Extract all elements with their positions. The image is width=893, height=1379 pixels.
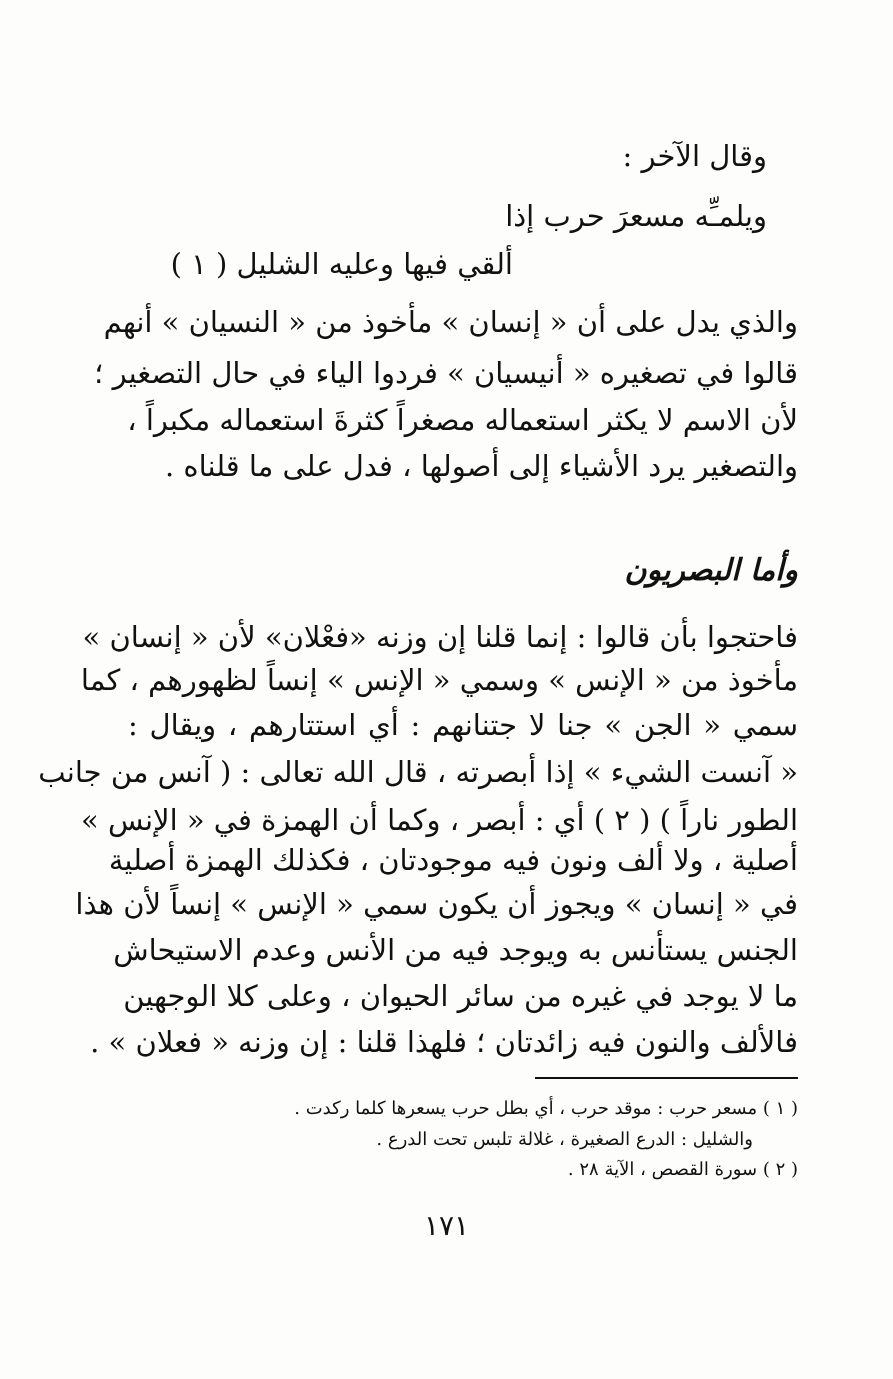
paragraph2-line-7: في « إنسان » ويجوز أن يكون سمي « الإنس » إنساً لأن هذا (75, 887, 798, 921)
paragraph2-line-5: الطور ناراً ) ( ٢ ) أي : أبصر ، وكما أن الهمزة في « الإنس » (81, 803, 798, 837)
footnote-2: ( ٢ ) سورة القصص ، الآية ٢٨ . (567, 1159, 798, 1180)
paragraph2-line-6: أصلية ، ولا ألف ونون فيه موجودتان ، فكذلك الهمزة أصلية (108, 843, 798, 877)
paragraph1-line-3: لأن الاسم لا يكثر استعماله مصغراً كثرةَ استعماله مكبراً ، (127, 403, 798, 437)
paragraph1-line-2: قالوا في تصغيره « أنيسيان » فردوا الياء في حال التصغير ؛ (94, 356, 798, 390)
verse-line-1: ويلمـِّه مسعرَ حرب إذا (505, 199, 767, 233)
paragraph2-line-1: فاحتجوا بأن قالوا : إنما قلنا إن وزنه «فعْلان» لأن « إنسان » (82, 620, 798, 654)
footnote-divider (535, 1077, 798, 1079)
page-number: ١٧١ (423, 1209, 470, 1242)
section-heading: وأما البصريون (624, 553, 798, 588)
paragraph2-line-4: « آنست الشيء » إذا أبصرته ، قال الله تعالى : ( آنس من جانب (38, 755, 798, 789)
paragraph1-line-4: والتصغير يرد الأشياء إلى أصولها ، فدل على ما قلناه . (164, 449, 798, 483)
footnote-1-continuation: والشليل : الدرع الصغيرة ، غلالة تلبس تحت الدرع . (376, 1129, 753, 1150)
footnote-1: ( ١ ) مسعر حرب : موقد حرب ، أي بطل حرب يسعرها كلما ركدت . (294, 1098, 798, 1119)
paragraph2-line-8: الجنس يستأنس به ويوجد فيه من الأنس وعدم الاستيحاش (113, 933, 798, 967)
paragraph2-line-10: فالألف والنون فيه زائدتان ؛ فلهذا قلنا : إن وزنه « فعلان » . (90, 1025, 798, 1059)
paragraph2-line-9: ما لا يوجد في غيره من سائر الحيوان ، وعلى كلا الوجهين (123, 979, 798, 1013)
verse-line-2: ألقي فيها وعليه الشليل ( ١ ) (170, 247, 513, 281)
paragraph1-line-1: والذي يدل على أن « إنسان » مأخوذ من « النسيان » أنهم (103, 305, 798, 339)
paragraph2-line-3: سمي « الجن » جنا لا جتنانهم : أي استتارهم ، ويقال : (128, 708, 798, 742)
intro-label: وقال الآخر : (622, 139, 767, 173)
paragraph2-line-2: مأخوذ من « الإنس » وسمي « الإنس » إنساً لظهورهم ، كما (80, 663, 798, 697)
